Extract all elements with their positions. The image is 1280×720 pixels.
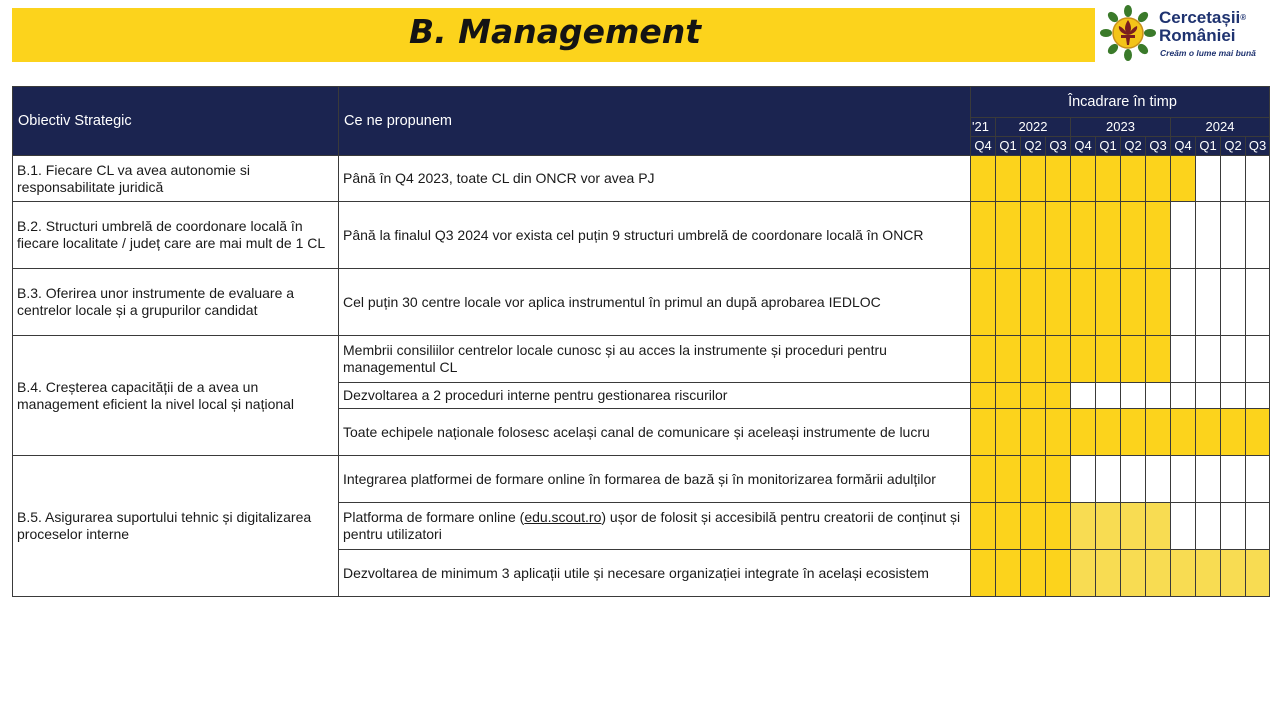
timeline-cell-empty [1171,336,1196,383]
timeline-cell-active [1071,269,1096,336]
proposal-cell: Platforma de formare online (edu.scout.ro) ușor de folosit și accesibilă pentru creatorii de conținut și pentru utilizatori [339,503,971,550]
timeline-cell-active [1121,409,1146,456]
timeline-cell-active [1071,503,1096,550]
objective-cell: B.2. Structuri umbrelă de coordonare locală în fiecare localitate / județ care are mai mult de 1 CL [13,202,339,269]
timeline-cell-empty [1196,269,1221,336]
quarter-header: Q3 [1146,137,1171,156]
quarter-header: Q2 [1121,137,1146,156]
timeline-cell-empty [1071,383,1096,409]
timeline-cell-empty [1171,503,1196,550]
timeline-cell-active [1021,202,1046,269]
timeline-cell-empty [1246,336,1270,383]
timeline-cell-active [996,383,1021,409]
objective-cell: B.4. Creșterea capacității de a avea un management eficient la nivel local și național [13,336,339,456]
timeline-cell-active [996,409,1021,456]
quarter-header: Q4 [1171,137,1196,156]
timeline-cell-active [1046,269,1071,336]
timeline-cell-active [971,503,996,550]
timeline-cell-active [1121,503,1146,550]
quarter-header: Q1 [1196,137,1221,156]
timeline-cell-empty [1196,383,1221,409]
timeline-cell-active [1096,202,1121,269]
timeline-cell-active [1071,156,1096,202]
timeline-cell-active [1171,550,1196,597]
timeline-cell-empty [1221,336,1246,383]
timeline-cell-empty [1196,156,1221,202]
timeline-cell-active [1221,550,1246,597]
timeline-cell-active [1146,156,1171,202]
timeline-cell-active [971,550,996,597]
timeline-cell-empty [1221,456,1246,503]
timeline-cell-empty [1221,383,1246,409]
timeline-cell-active [971,336,996,383]
timeline-cell-empty [1121,456,1146,503]
timeline-cell-empty [1221,156,1246,202]
column-header-time: Încadrare în timp [971,87,1270,118]
quarter-header: Q4 [1071,137,1096,156]
proposal-cell: Toate echipele naționale folosesc același canal de comunicare și aceleași instrumente de lucru [339,409,971,456]
proposal-cell: Până în Q4 2023, toate CL din ONCR vor avea PJ [339,156,971,202]
page-title: B. Management [408,12,702,51]
timeline-cell-active [1021,550,1046,597]
timeline-cell-active [1146,269,1171,336]
year-header-2024: 2024 [1171,118,1270,137]
timeline-cell-active [1071,202,1096,269]
timeline-cell-empty [1071,456,1096,503]
timeline-cell-active [996,269,1021,336]
timeline-cell-empty [1171,383,1196,409]
timeline-cell-empty [1221,269,1246,336]
timeline-cell-active [1096,336,1121,383]
timeline-cell-active [1121,336,1146,383]
timeline-cell-active [1046,550,1071,597]
table-row [13,336,1270,383]
timeline-cell-active [971,456,996,503]
year-header-2023: 2023 [1071,118,1171,137]
timeline-cell-active [1046,336,1071,383]
timeline-cell-empty [1246,156,1270,202]
timeline-cell-active [1021,456,1046,503]
quarter-header: Q1 [1096,137,1121,156]
timeline-cell-empty [1196,202,1221,269]
timeline-cell-active [1071,550,1096,597]
timeline-cell-empty [1246,456,1270,503]
timeline-cell-active [1221,409,1246,456]
timeline-cell-active [1121,202,1146,269]
table-body [13,156,1270,597]
timeline-cell-empty [1246,383,1270,409]
objective-cell: B.3. Oferirea unor instrumente de evaluare a centrelor locale și a grupurilor candidat [13,269,339,336]
timeline-cell-active [1071,336,1096,383]
timeline-cell-active [1146,336,1171,383]
quarter-header: Q3 [1046,137,1071,156]
timeline-cell-active [1021,503,1046,550]
objective-cell: B.5. Asigurarea suportului tehnic și digitalizarea proceselor interne [13,456,339,597]
table-row [13,269,1270,336]
timeline-cell-active [1146,202,1171,269]
timeline-cell-empty [1096,456,1121,503]
management-timeline-table [12,86,1270,597]
timeline-cell-active [1046,156,1071,202]
timeline-cell-active [1046,383,1071,409]
timeline-cell-active [1171,156,1196,202]
proposal-cell: Cel puțin 30 centre locale vor aplica instrumentul în primul an după aprobarea IEDLOC [339,269,971,336]
timeline-cell-empty [1246,202,1270,269]
timeline-cell-active [1021,156,1046,202]
timeline-cell-empty [1196,456,1221,503]
year-header-2021: '21 [971,118,996,137]
table-row [13,156,1270,202]
timeline-cell-empty [1221,202,1246,269]
timeline-cell-active [971,156,996,202]
column-header-objective: Obiectiv Strategic [13,87,339,156]
timeline-cell-active [1171,409,1196,456]
organization-logo [1100,4,1275,64]
timeline-cell-empty [1121,383,1146,409]
proposal-cell: Integrarea platformei de formare online în formarea de bază și în monitorizarea formării adulților [339,456,971,503]
timeline-cell-active [996,456,1021,503]
timeline-cell-active [1046,202,1071,269]
edu-scout-link[interactable]: edu.scout.ro [524,509,602,525]
timeline-cell-active [1196,550,1221,597]
timeline-cell-active [1096,550,1121,597]
quarter-header: Q1 [996,137,1021,156]
timeline-cell-active [1121,550,1146,597]
logo-line-2: României [1159,26,1236,45]
timeline-cell-empty [1246,269,1270,336]
column-header-proposal: Ce ne propunem [339,87,971,156]
logo-tagline: Creăm o lume mai bună [1160,48,1256,58]
proposal-cell: Până la finalul Q3 2024 vor exista cel puțin 9 structuri umbrelă de coordonare locală în ONCR [339,202,971,269]
proposal-cell: Dezvoltarea de minimum 3 aplicații utile și necesare organizației integrate în același ecosistem [339,550,971,597]
timeline-cell-active [996,202,1021,269]
timeline-cell-empty [1221,503,1246,550]
timeline-cell-active [1146,550,1171,597]
timeline-cell-active [1121,269,1146,336]
timeline-cell-empty [1171,456,1196,503]
timeline-cell-active [996,336,1021,383]
timeline-cell-active [971,202,996,269]
timeline-cell-active [1246,409,1270,456]
proposal-cell: Membrii consiliilor centrelor locale cunosc și au acces la instrumente și proceduri pentru managementul CL [339,336,971,383]
timeline-cell-active [1021,336,1046,383]
timeline-cell-active [1046,456,1071,503]
timeline-cell-empty [1171,202,1196,269]
timeline-cell-active [1046,409,1071,456]
timeline-cell-active [1146,409,1171,456]
table-row [13,202,1270,269]
timeline-cell-active [1021,409,1046,456]
timeline-cell-active [1146,503,1171,550]
timeline-cell-empty [1196,336,1221,383]
year-header-2022: 2022 [996,118,1071,137]
timeline-cell-active [1046,503,1071,550]
quarter-header: Q2 [1021,137,1046,156]
timeline-cell-empty [1246,503,1270,550]
quarter-header: Q4 [971,137,996,156]
timeline-cell-empty [1096,383,1121,409]
timeline-cell-active [971,269,996,336]
timeline-cell-active [1196,409,1221,456]
proposal-cell: Dezvoltarea a 2 proceduri interne pentru gestionarea riscurilor [339,383,971,409]
timeline-cell-active [971,383,996,409]
timeline-cell-empty [1146,383,1171,409]
timeline-cell-empty [1146,456,1171,503]
timeline-cell-active [1121,156,1146,202]
table-row [13,456,1270,503]
timeline-cell-active [1096,156,1121,202]
quarter-header: Q2 [1221,137,1246,156]
timeline-cell-active [996,503,1021,550]
timeline-cell-active [971,409,996,456]
timeline-cell-active [996,156,1021,202]
timeline-cell-active [1096,409,1121,456]
logo-line-1: Cercetașii® [1159,8,1247,27]
timeline-cell-active [1021,269,1046,336]
timeline-cell-empty [1196,503,1221,550]
quarter-header: Q3 [1246,137,1270,156]
timeline-cell-active [996,550,1021,597]
timeline-cell-active [1096,503,1121,550]
timeline-cell-active [1096,269,1121,336]
timeline-cell-empty [1171,269,1196,336]
objective-cell: B.1. Fiecare CL va avea autonomie si responsabilitate juridică [13,156,339,202]
fleur-de-lis-icon [1100,4,1156,62]
timeline-cell-active [1246,550,1270,597]
timeline-cell-active [1021,383,1046,409]
timeline-cell-active [1071,409,1096,456]
